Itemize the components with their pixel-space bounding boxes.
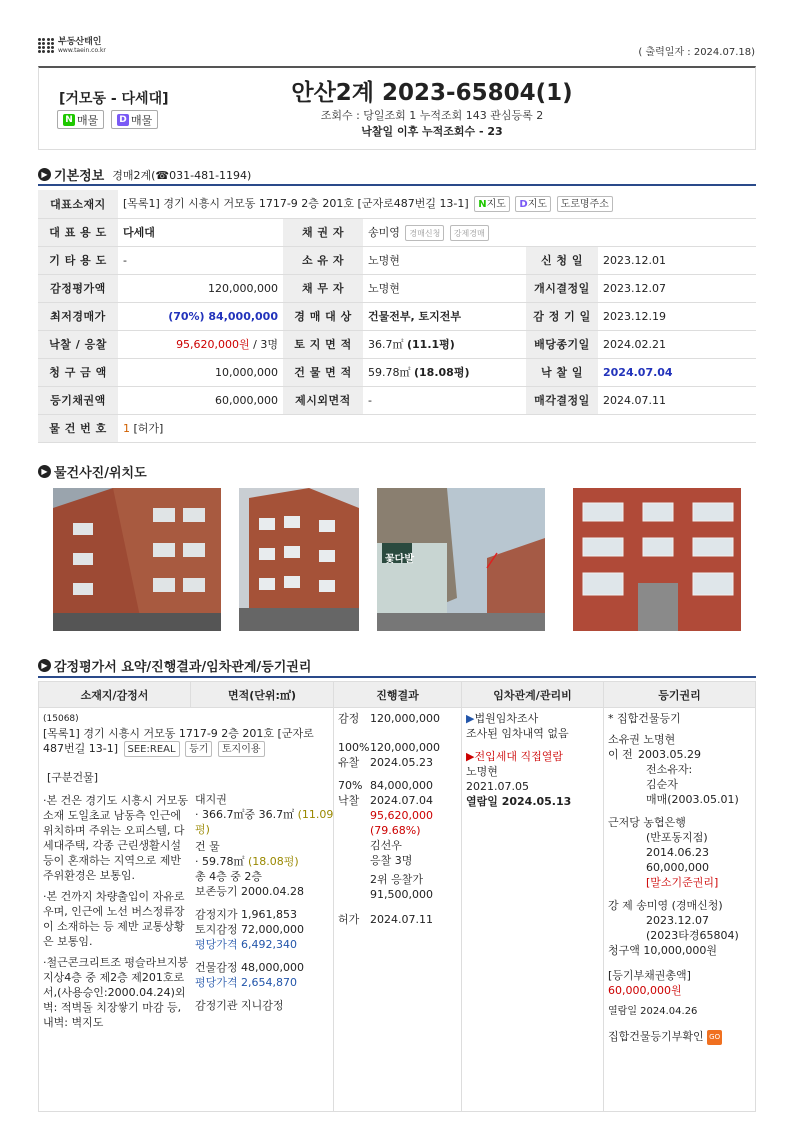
chevron-right-icon: ▶ (38, 659, 51, 672)
summary-heading (38, 656, 311, 675)
forced-auction-button[interactable]: 강제경매 (450, 225, 489, 241)
property-photo[interactable] (239, 488, 359, 631)
info-value: 건물전부, 토지전부 (363, 302, 526, 330)
mortgage: 근저당 농협은행 (608, 816, 686, 829)
land-title: 대지권 (195, 793, 227, 806)
building-area-pyeong: (18.08평) (414, 366, 470, 379)
building-kind: [구분건물] (47, 771, 99, 784)
info-label: 토 지 면 적 (283, 330, 363, 358)
ownership-date: 2003.05.29 (638, 748, 701, 761)
location-label: [거모동 - 다세대] (59, 91, 169, 107)
winning-bid-ratio: (79.68%) (370, 824, 421, 837)
land-area-detail: 366.7㎡중 36.7㎡ (202, 808, 295, 821)
forced-auction-case: (2023타경65804) (646, 929, 739, 942)
claim-amount: 청구액 10,000,000원 (608, 944, 717, 957)
appraisal-agency: 감정기관 지니감정 (195, 999, 284, 1012)
court-survey-title: 법원임차조사 (474, 712, 539, 725)
case-title: 안산2계 2023-65804(1) (291, 80, 573, 106)
land-appraisal: 토지감정 72,000,000 (195, 923, 304, 936)
zip-code: (15068) (43, 714, 79, 724)
building-area-detail: 59.78㎡ (202, 855, 245, 868)
progress-value: 120,000,000 (370, 712, 440, 725)
info-value: 노명현 (363, 246, 526, 274)
land-area-pyeong-detail: (11.09평) (195, 808, 334, 836)
road-address-button[interactable]: 도로명주소 (557, 196, 613, 212)
info-label: 감정평가액 (38, 274, 118, 302)
naver-listing-label: 매물 (77, 113, 99, 127)
progress-cell (334, 708, 462, 1112)
mortgage-amount: 60,000,000 (646, 861, 709, 874)
court-survey-result: 조사된 임차내역 없음 (466, 727, 569, 740)
info-label: 낙 찰 일 (526, 358, 598, 386)
registry-check-label: 집합건물등기부확인 (608, 1030, 704, 1043)
bidder-count: / 3명 (249, 338, 278, 351)
section-divider (38, 184, 756, 186)
building-appraisal: 건물감정 48,000,000 (195, 961, 304, 974)
court-contact: 경매2계(☎031-481-1194) (112, 168, 252, 182)
address-label: 대표소재지 (38, 190, 118, 218)
land-price-per-pyeong: 평당가격 6,492,340 (195, 938, 297, 951)
mortgage-date: 2014.06.23 (646, 846, 709, 859)
column-header: 진행결과 (334, 682, 462, 708)
info-label: 채 무 자 (283, 274, 363, 302)
progress-value: 2024.05.23 (370, 756, 433, 769)
location-area-cell (39, 708, 334, 1112)
info-label: 신 청 일 (526, 246, 598, 274)
item-status: [허가] (133, 422, 164, 435)
bidders: 응찰 3명 (370, 854, 413, 867)
info-value: 2023.12.01 (598, 246, 756, 274)
progress-value: 84,000,000 (370, 779, 433, 792)
registry-button[interactable]: 등기 (185, 741, 212, 757)
info-value: 60,000,000 (118, 386, 283, 414)
land-area-pyeong: (11.1평) (407, 338, 455, 351)
logo-grid-icon (38, 38, 54, 54)
info-value: - (118, 246, 283, 274)
min-price-value: (70%) 84,000,000 (118, 302, 283, 330)
section-divider (38, 676, 756, 678)
info-value: - (363, 386, 526, 414)
registry-heading: * 집합건물등기 (608, 712, 681, 725)
info-value: 다세대 (118, 218, 283, 246)
info-label: 채 권 자 (283, 218, 363, 246)
info-label: 경 매 대 상 (283, 302, 363, 330)
total-claims-value: 60,000,000원 (608, 984, 682, 997)
progress-label: 낙찰 (338, 794, 360, 807)
land-price: 감정지가 1,961,853 (195, 908, 297, 921)
ownership: 소유권 노명현 (608, 733, 676, 746)
address-text: [목록1] 경기 시흥시 거모동 1717-9 2층 201호 [군자로487번길 13-1] (123, 197, 469, 211)
forced-auction-date: 2023.12.07 (646, 914, 709, 927)
resident-registry-link[interactable]: 전입세대 직접열람 (474, 750, 563, 763)
sale-info: 매매(2003.05.01) (646, 793, 739, 806)
progress-value: 120,000,000 (370, 741, 440, 754)
daum-listing-label: 매물 (131, 113, 153, 127)
previous-owner-label: 전소유자: (646, 763, 693, 776)
triangle-right-icon: ▶ (466, 750, 475, 763)
info-label: 개시결정일 (526, 274, 598, 302)
info-label: 대 표 용 도 (38, 218, 118, 246)
forced-auction: 강 제 송미영 (경매신청) (608, 899, 723, 912)
site-logo[interactable] (38, 37, 106, 54)
info-value: 10,000,000 (118, 358, 283, 386)
column-header: 면적(단위:㎡) (191, 682, 334, 708)
after-sale-views: 낙찰일 이후 누적조회수 - 23 (361, 125, 503, 138)
second-bid-value: 91,500,000 (370, 888, 433, 901)
winning-bid: 95,620,000 (370, 809, 433, 822)
naver-map-button[interactable]: N지도 (474, 196, 510, 212)
mortgage-branch: (반포동지점) (646, 831, 708, 844)
column-header: 등기권리 (604, 682, 756, 708)
street-photo[interactable] (377, 488, 545, 631)
item-number-label: 물 건 번 호 (38, 414, 118, 442)
info-label: 매각결정일 (526, 386, 598, 414)
info-value: 120,000,000 (118, 274, 283, 302)
summary-title: 감정평가서 요약/진행결과/임차관계/등기권리 (54, 660, 312, 675)
tenancy-cell (462, 708, 604, 1112)
info-value: 2024.02.21 (598, 330, 756, 358)
column-header: 임차관계/관리비 (462, 682, 604, 708)
info-label: 등기채권액 (38, 386, 118, 414)
info-label: 건 물 면 적 (283, 358, 363, 386)
registry-cell (604, 708, 756, 1112)
progress-label: 유찰 (338, 756, 360, 769)
daum-map-button[interactable]: D지도 (515, 196, 551, 212)
go-button[interactable]: GO (707, 1030, 722, 1045)
floor-info: 총 4층 중 2층 (195, 870, 262, 883)
area-details: 대지권 · 366.7㎡중 36.7㎡ (11.09평) 건 물 · 59.78㎡ (18.08평) 총 4층 중 2층 보존등기 2000.04.28 감정지가 1,961,853 토지감정 72,000,000 평당가격 6,492,340 건물감정 48,000,000 평당가격 2,654,870 감정기관 지니감정 (195, 793, 334, 1012)
building-title: 건 물 (195, 840, 220, 853)
print-date: ( 출력일자 : 2024.07.18) (638, 47, 755, 58)
progress-label: 70% (338, 779, 363, 792)
second-bid-label: 2위 응찰가 (370, 873, 423, 886)
previous-owner-name: 김순자 (646, 778, 678, 791)
appraisal-paragraph: ·본 건까지 차량출입이 자유로우며, 인근에 노선 버스정류장이 소재하는 등 제반 교통상황은 보통임. (43, 890, 185, 948)
photos-heading (38, 462, 147, 481)
info-label: 청 구 금 액 (38, 358, 118, 386)
summary-table (38, 681, 756, 1112)
info-value: 노명현 (363, 274, 526, 302)
creditor-name: 송미영 (368, 225, 400, 239)
auction-request-button[interactable]: 경매신청 (405, 225, 444, 241)
item-number-link[interactable]: 1 (123, 422, 130, 435)
summary-address (43, 726, 331, 757)
appraisal-paragraph: ·철근콘크리트조 평슬라브지붕 지상4층 중 제2층 제201호로서,(사용승인:2000.04.24)외벽: 적벽돌 치장쌓기 마감 등,내벽: 벽지도 (43, 956, 189, 1029)
info-label: 낙찰 / 응찰 (38, 330, 118, 358)
winner-name: 김선우 (370, 839, 402, 852)
property-photo[interactable] (53, 488, 221, 631)
appraisal-paragraph: ·본 건은 경기도 시흥시 거모동 소재 도일초교 남동측 인근에 위치하며 주위는 오피스텔, 다세대주택, 각종 근린생활시설 등이 혼재하는 지역으로 제반 주위환경은 보통임. (43, 794, 188, 882)
info-label: 소 유 자 (283, 246, 363, 274)
progress-label: 100% (338, 741, 370, 754)
naver-icon: N (63, 114, 75, 126)
basic-info-table (38, 190, 756, 443)
logo-url: www.taein.co.kr (58, 47, 106, 54)
info-label: 제시외면적 (283, 386, 363, 414)
basic-info-heading (38, 165, 251, 184)
address-cell (118, 190, 756, 218)
shop-sign-text: 꽃다발 (385, 554, 414, 565)
info-label: 최저경매가 (38, 302, 118, 330)
land-use-button[interactable]: 토지이용 (218, 741, 265, 757)
summary-address-text: [목록1] 경기 시흥시 거모동 1717-9 2층 201호 [군자로487번길 13-1] (43, 727, 314, 755)
info-value: 2023.12.19 (598, 302, 756, 330)
daum-icon: D (117, 114, 129, 126)
logo-name: 부동산태인 (58, 37, 102, 47)
view-counts: 조회수 : 당일조회 1 누적조회 143 관심등록 2 (320, 109, 544, 122)
base-right-tag: [말소기준권리] (646, 876, 719, 889)
appraisal-notes (43, 770, 191, 1030)
creditor-cell (363, 218, 756, 246)
progress-label: 허가 (338, 913, 360, 926)
building-area-pyeong-detail: (18.08평) (248, 855, 299, 868)
resident-view-date: 열람일 2024.05.13 (466, 795, 572, 808)
basic-info-title: 기본정보 (54, 169, 105, 184)
registration-date: 보존등기 2000.04.28 (195, 885, 304, 898)
progress-label: 감정 (338, 712, 360, 725)
info-label: 기 타 용 도 (38, 246, 118, 274)
info-label: 감 정 기 일 (526, 302, 598, 330)
chevron-right-icon: ▶ (38, 465, 51, 478)
info-value: 2024.07.11 (598, 386, 756, 414)
header-box (38, 66, 756, 150)
photos-title: 물건사진/위치도 (54, 466, 147, 481)
column-header: 소재지/감정서 (39, 682, 191, 708)
registry-view-date: 열람일 2024.04.26 (608, 1006, 698, 1017)
chevron-right-icon: ▶ (38, 168, 51, 181)
triangle-right-icon: ▶ (466, 712, 475, 725)
building-price-per-pyeong: 평당가격 2,654,870 (195, 976, 297, 989)
progress-value: 2024.07.04 (370, 794, 433, 807)
resident-name: 노명현 (466, 765, 498, 778)
total-claims-label: [등기부채권총액] (608, 969, 691, 982)
resident-date: 2021.07.05 (466, 780, 529, 793)
property-photo[interactable] (573, 488, 741, 631)
progress-value: 2024.07.11 (370, 913, 433, 926)
ownership-transfer-label: 이 전 (608, 748, 633, 761)
sale-date-value: 2024.07.04 (598, 358, 756, 386)
registry-check-link[interactable] (608, 1029, 751, 1045)
winning-bid-value: 95,620,000원 (176, 338, 250, 351)
info-label: 배당종기일 (526, 330, 598, 358)
seereal-button[interactable]: SEE:REAL (124, 741, 180, 757)
info-value: 2023.12.07 (598, 274, 756, 302)
building-area: 59.78㎡ (368, 366, 411, 379)
land-area: 36.7㎡ (368, 338, 404, 351)
